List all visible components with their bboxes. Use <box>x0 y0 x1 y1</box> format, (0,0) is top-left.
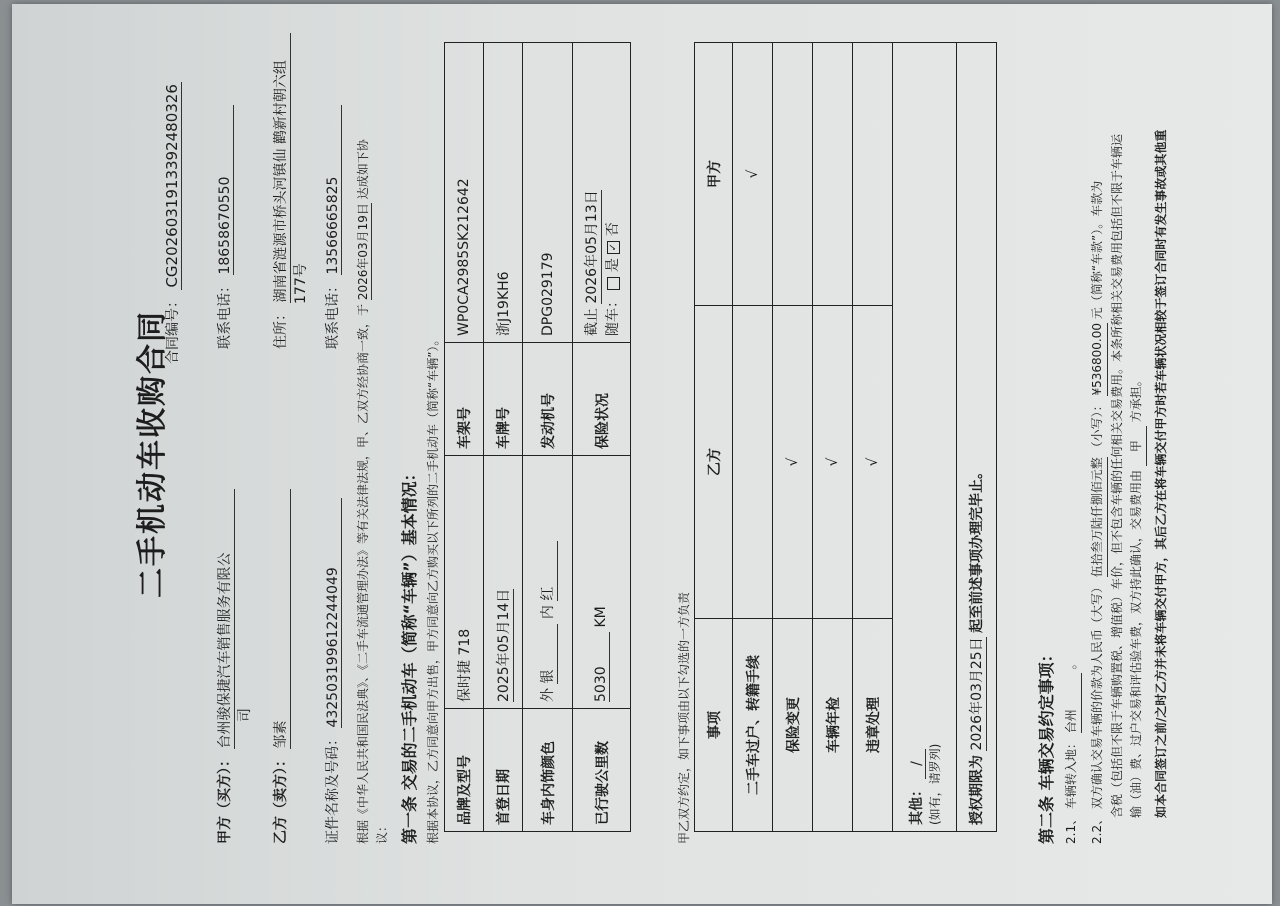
reg-date-value <box>484 456 523 709</box>
duty-auth-cell <box>957 43 997 832</box>
party-a-phone: 18658670550 <box>217 105 234 275</box>
clause-2-1 <box>1062 657 1082 844</box>
duty-b-3: √ <box>853 306 893 619</box>
color-label: 车身内饰颜色 <box>523 709 573 832</box>
intro-text-1: 根据《中华人民共和国民法典》、《二手车流通管理办法》等有关法律法规，甲、乙双方经协商一致，于 <box>356 303 370 844</box>
vehicle-row-1 <box>445 43 484 832</box>
reg-date-label: 首登日期 <box>484 709 523 832</box>
duty-col-item: 事项 <box>695 619 733 832</box>
clause-2-2-line-1 <box>1088 24 1108 844</box>
insurance-label: 保险状况 <box>573 343 631 456</box>
clause-2-2 <box>1088 24 1147 844</box>
duty-other-note: (如有，请罗列) <box>928 743 942 825</box>
mileage-label: 已行驶公里数 <box>573 709 631 832</box>
intro-date: 2026年03月19日 <box>356 203 370 301</box>
duty-row-0 <box>733 43 773 832</box>
section-1-desc: 根据本协议，乙方同意向甲方出售，甲方同意向乙方购买以下所列的二手机动车（简称“车辆”）。 <box>426 333 440 844</box>
duty-item-1: 保险变更 <box>773 619 813 832</box>
page-title: 二手机动车收购合同 <box>135 310 170 598</box>
contract-number <box>162 82 182 364</box>
party-b-address: 湖南省涟源市桥头河镇仙 鹳新村朝六组 <box>270 33 291 303</box>
party-b-address-cont: 177号 <box>293 263 309 304</box>
c22-l3b: 甲 <box>1127 426 1147 466</box>
party-b-phone-label: 联系电话： <box>325 279 341 349</box>
auth-label: 授权期限为 <box>969 755 985 825</box>
c22-l1e: 元（简称“车款”）。车款为 <box>1090 180 1104 320</box>
duty-b-1: √ <box>773 306 813 619</box>
duty-other-row <box>893 43 957 832</box>
duty-table <box>694 42 997 832</box>
duty-a-2 <box>813 43 853 306</box>
party-b-label: 乙方（卖方）： <box>273 753 289 844</box>
clause-bold-1: 如本合同签订之前/之时乙方并未将车辆交付甲方，其后乙方在将车辆交付甲方时若车辆状况相较于签订合同时有发生事故或其他重 <box>1154 129 1168 818</box>
intro-line <box>354 44 372 844</box>
mileage: 5030 <box>593 632 610 702</box>
mileage-unit: KM <box>593 606 609 628</box>
party-b-phone-row <box>322 105 342 349</box>
c22-l1c: （小写）： <box>1090 399 1104 454</box>
duty-item-2: 车辆年检 <box>813 619 853 832</box>
insurance-until: 2026年05月13日 <box>581 190 602 303</box>
duty-auth-row <box>957 43 997 832</box>
auth-date: 2026年03月25日 <box>966 637 987 750</box>
duty-item-0: 二手车过户、转籍手续 <box>733 619 773 832</box>
vin-label: 车架号 <box>445 343 484 456</box>
yes-label: 是 <box>605 258 621 273</box>
duty-col-b: 乙方 <box>695 306 733 619</box>
vin-value: WP0CA2985SK212642 <box>445 43 484 343</box>
plate-value: 浙J19KH6 <box>484 43 523 343</box>
clause-2-2-line-3 <box>1127 24 1147 844</box>
clause-2-1-value: 台州 <box>1062 673 1082 733</box>
section-1-title: 第一条 交易的二手机动车（简称“车辆”）基本情况： <box>400 465 419 844</box>
duty-item-3: 违章处理 <box>853 619 893 832</box>
duty-a-1 <box>773 43 813 306</box>
contract-number-label: 合同编号： <box>165 294 181 364</box>
reg-date: 2025年05月14日 <box>493 589 514 702</box>
clause-2-1-text: 车辆转入地： <box>1064 737 1078 810</box>
party-b-id-row <box>322 498 342 844</box>
party-a-label: 甲方（买方）： <box>217 753 233 844</box>
party-b-name-row <box>270 489 291 844</box>
color-in: 红 <box>537 541 558 601</box>
insurance-follow-row <box>602 49 622 336</box>
party-a-name-cont: 司 <box>237 708 253 722</box>
duty-b-2: √ <box>813 306 853 619</box>
clause-2-2-num: 2.2、 <box>1090 812 1104 844</box>
mileage-value <box>573 456 631 709</box>
brand-label: 品牌及型号 <box>445 709 484 832</box>
insurance-follow-label: 随车： <box>605 294 621 336</box>
duty-other-cell <box>893 43 957 832</box>
duty-a-0: √ <box>733 43 773 306</box>
party-a-name-row <box>214 489 235 844</box>
vehicle-row-4 <box>573 43 631 832</box>
section-2-title: 第二条 车辆交易约定事项： <box>1037 646 1056 844</box>
clause-2-1-end: 。 <box>1064 657 1078 670</box>
color-out: 银 <box>537 624 558 684</box>
vehicle-row-2 <box>484 43 523 832</box>
party-b-address-label: 住所： <box>273 307 289 349</box>
auth-text: 起至前述事项办理完毕止。 <box>969 464 985 633</box>
vehicle-table <box>444 42 631 832</box>
party-b-id-label: 证件名称及号码： <box>325 732 341 844</box>
party-a-phone-label: 联系电话： <box>217 279 233 349</box>
yes-checkbox[interactable] <box>607 277 620 290</box>
duty-other-label: 其他： <box>909 783 925 825</box>
duty-col-a: 甲方 <box>695 43 733 306</box>
c22-l1a: 双方确认交易车辆的价款为人民币（大写） <box>1090 581 1104 810</box>
duty-row-2 <box>813 43 853 832</box>
contract-number-value: CG20260319133924803​26 <box>163 84 181 288</box>
duty-intro: 甲乙双方约定，如下事项由以下勾选的一方负责 <box>677 591 691 844</box>
vehicle-row-3 <box>523 43 573 832</box>
intro-text-3: 议： <box>375 819 389 844</box>
c22-l3c: 方承担。 <box>1129 374 1143 423</box>
duty-a-3 <box>853 43 893 306</box>
engine-label: 发动机号 <box>523 343 573 456</box>
color-out-label: 外 <box>540 688 556 702</box>
duty-b-0 <box>733 306 773 619</box>
c22-l1d: ¥536800.00 <box>1088 323 1108 396</box>
brand-value: 保时捷 718 <box>445 456 484 709</box>
duty-header-row <box>695 43 733 832</box>
c22-l1b: 伍拾叁万陆仟捌佰元整 <box>1088 457 1108 577</box>
c22-l3a: 输（油）费、过户交易和评估验车费，双方持此确认，交易费用由 <box>1129 469 1143 818</box>
color-in-label: 内 <box>540 605 556 620</box>
clause-2-2-line-2: 含税（包括但不限于车辆购置税、增值税）车价，但不包含车辆的任何相关交易费用。本条所称相关交易费用包括但不限于车辆运 <box>1110 133 1124 818</box>
clause-bold <box>1152 18 1171 818</box>
engine-value: DPG029179 <box>523 43 573 343</box>
clause-2-1-num: 2.1、 <box>1064 812 1078 844</box>
party-a-name: 台州骏保捷汽车销售服务有限公 <box>214 489 235 749</box>
no-label: 否 <box>605 222 621 237</box>
party-b-name: 邹素 <box>270 489 291 749</box>
party-a-phone-row <box>214 105 234 349</box>
insurance-until-label: 截止 <box>584 308 600 336</box>
insurance-value <box>573 43 631 343</box>
insurance-until-row <box>581 49 602 336</box>
party-b-phone: 13566665825 <box>325 105 342 275</box>
no-checkbox-checked[interactable]: ✓ <box>607 241 620 254</box>
color-value <box>523 456 573 709</box>
plate-label: 车牌号 <box>484 343 523 456</box>
duty-other-line <box>906 49 926 825</box>
party-b-address-row <box>270 33 291 349</box>
party-b-id: 432503199612244049 <box>325 498 342 728</box>
contract-sheet-continued <box>1200 14 1280 894</box>
duty-other-value: / <box>909 749 926 779</box>
contract-paper <box>12 4 1272 904</box>
duty-row-3 <box>853 43 893 832</box>
intro-text-2: 达成如下协 <box>356 139 370 200</box>
duty-row-1 <box>773 43 813 832</box>
contract-sheet <box>42 14 1202 894</box>
